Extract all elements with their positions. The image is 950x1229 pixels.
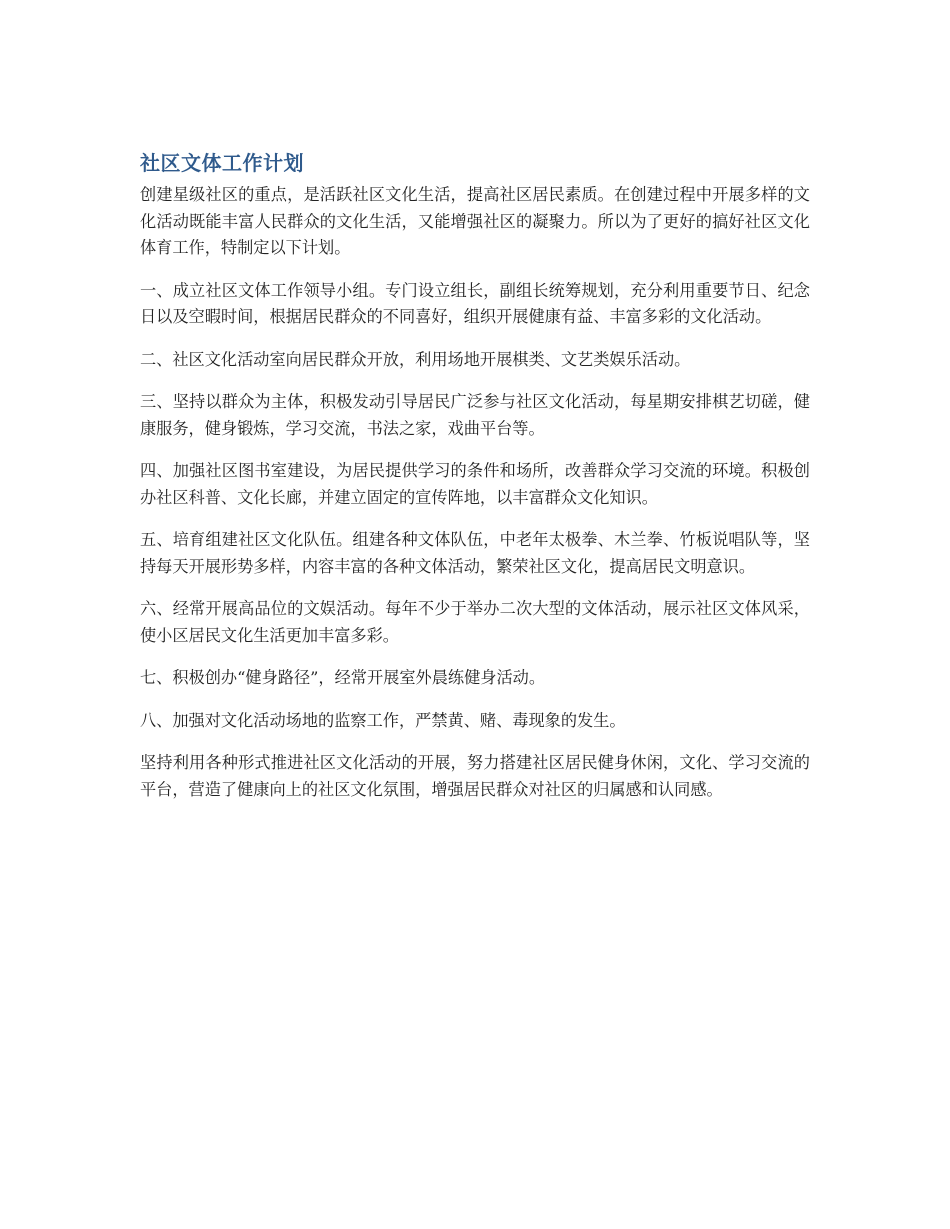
plan-item-4: 四、加强社区图书室建设，为居民提供学习的条件和场所，改善群众学习交流的环境。积极创办社区科普、文化长廊，并建立固定的宣传阵地，以丰富群众文化知识。: [140, 461, 810, 507]
document-page: [140, 148, 810, 819]
plan-item-5: 五、培育组建社区文化队伍。组建各种文体队伍，中老年太极拳、木兰拳、竹板说唱队等，坚持每天开展形势多样，内容丰富的各种文体活动，繁荣社区文化，提高居民文明意识。: [140, 530, 810, 576]
plan-item-7: 七、积极创办“健身路径”，经常开展室外晨练健身活动。: [140, 668, 546, 687]
conclusion-paragraph: 坚持利用各种形式推进社区文化活动的开展，努力搭建社区居民健身休闲，文化、学习交流的平台，营造了健康向上的社区文化氛围，增强居民群众对社区的归属感和认同感。: [140, 753, 810, 799]
intro-paragraph: 创建星级社区的重点，是活跃社区文化生活，提高社区居民素质。在创建过程中开展多样的文化活动既能丰富人民群众的文化生活，又能增强社区的凝聚力。所以为了更好的搞好社区文化体育工作，特制定以下计划。: [140, 185, 810, 257]
plan-item-6: 六、经常开展高品位的文娱活动。每年不少于举办二次大型的文体活动，展示社区文体风采，使小区居民文化生活更加丰富多彩。: [140, 599, 810, 645]
plan-item-3: 三、坚持以群众为主体，积极发动引导居民广泛参与社区文化活动，每星期安排棋艺切磋，健康服务，健身锻炼，学习交流，书法之家，戏曲平台等。: [140, 392, 810, 438]
plan-item-2: 二、社区文化活动室向居民群众开放，利用场地开展棋类、文艺类娱乐活动。: [140, 349, 691, 369]
plan-item-8: 八、加强对文化活动场地的监察工作，严禁黄、赌、毒现象的发生。: [140, 710, 626, 730]
document-title: 社区文体工作计划: [140, 151, 304, 175]
plan-item-1: 一、成立社区文体工作领导小组。专门设立组长，副组长统筹规划，充分利用重要节日、纪念日以及空暇时间，根据居民群众的不同喜好，组织开展健康有益、丰富多彩的文化活动。: [140, 280, 810, 326]
